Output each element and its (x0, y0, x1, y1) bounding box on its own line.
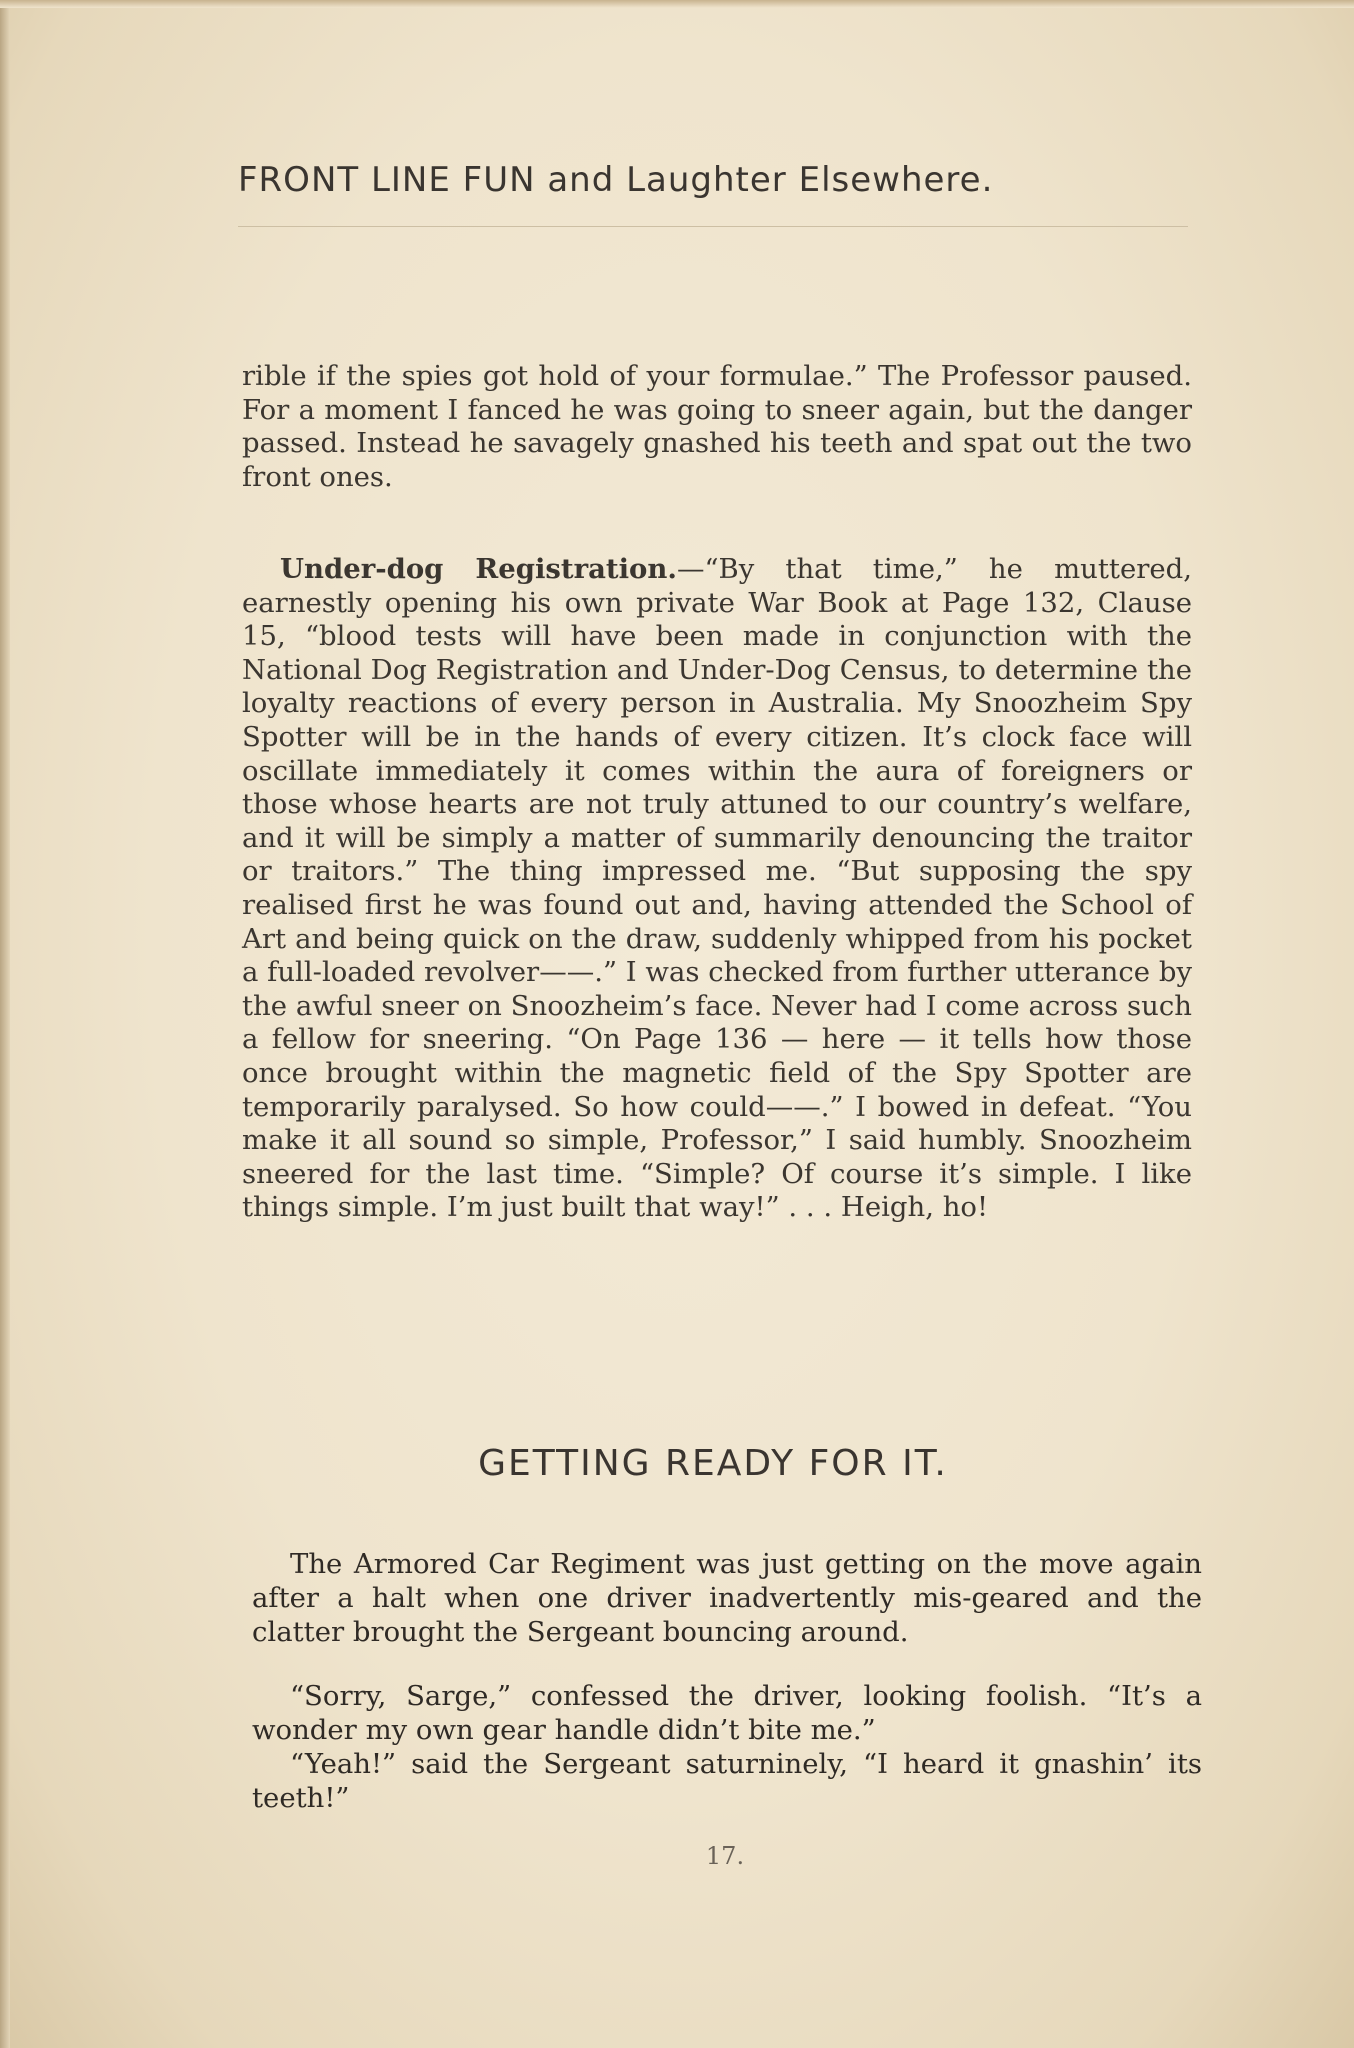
story-paragraph (242, 553, 1192, 1225)
joke-paragraph: “Sorry, Sarge,” confessed the driver, looking foolish. “It’s a wonder my own gear handle didn’t bite me.” (252, 1680, 1202, 1746)
section-title: GETTING READY FOR IT. (478, 1443, 948, 1484)
page-left-edge (0, 0, 10, 2048)
page-top-edge (0, 0, 1354, 8)
run-in-subheading: Under-dog Registration. (280, 553, 677, 585)
joke-paragraph: The Armored Car Regiment was just getting on the move again after a halt when one driver inadvertently mis-geared and the clatter brought the Sergeant bouncing around. (252, 1548, 1202, 1648)
running-header: FRONT LINE FUN and Laughter Elsewhere. (238, 160, 994, 200)
page-number: 17. (705, 1842, 745, 1870)
header-rule (238, 226, 1188, 227)
joke-paragraph: “Yeah!” said the Sergeant saturninely, “I heard it gnashin’ its teeth!” (252, 1748, 1202, 1814)
story-paragraph-text: —“By that time,” he muttered, earnestly opening his own private War Book at Page 132, Clause 15, “blood tests will have been made in conjunction with the National Dog Registration and Under-Dog Census, to determine the loyalty reactions of every person in Australia. My Snoozheim Spy Spotter will be in the hands of every citizen. It’s clock face will oscillate immediately it comes within the aura of foreigners or those whose hearts are not truly attuned to our country’s welfare, and it will be simply a matter of summarily denouncing the traitor or traitors.” The thing impressed me. “But supposing the spy realised first he was found out and, having attended the School of Art and being quick on the draw, suddenly whipped from his pocket a full-loaded revolver——.” I was checked from further utterance by the awful sneer on Snoozheim’s face. Never had I come across such a fellow for sneering. “On Page 136 — here — it tells how those once brought within the magnetic field of the Spy Spotter are temporarily paralysed. So how could——.” I bowed in defeat. “You make it all sound so simple, Professor,” I said humbly. Snoozheim sneered for the last time. “Simple? Of course it’s simple. I like things simple. I’m just built that way!” . . . Heigh, ho! (242, 553, 1192, 1224)
story-continuation-paragraph: rible if the spies got hold of your formulae.” The Professor paused. For a moment I fanced he was going to sneer again, but the danger passed. Instead he savagely gnashed his teeth and spat out the two front ones. (242, 360, 1192, 493)
